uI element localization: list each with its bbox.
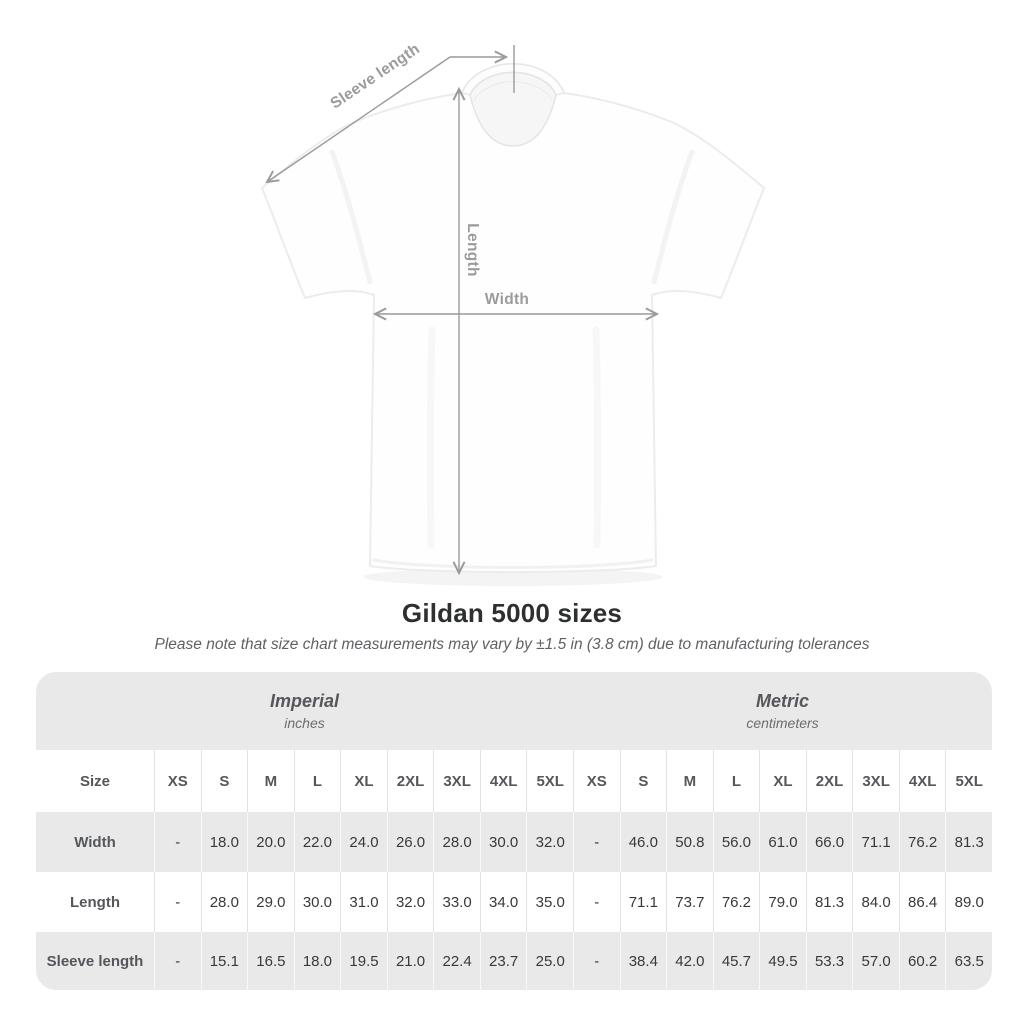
table-cell: 79.0: [759, 872, 806, 932]
size-col-header: 3XL: [852, 750, 899, 812]
size-col-header: 5XL: [945, 750, 992, 812]
size-col-header: L: [294, 750, 341, 812]
table-cell: 86.4: [899, 872, 946, 932]
table-cell: 81.3: [945, 812, 992, 872]
size-col-header: M: [247, 750, 294, 812]
imperial-section-header: [36, 672, 573, 750]
table-cell: 50.8: [666, 812, 713, 872]
table-cell: 45.7: [713, 932, 760, 990]
size-col-header: L: [713, 750, 760, 812]
table-cell: 46.0: [620, 812, 667, 872]
size-table: [36, 672, 992, 990]
size-col-header: 3XL: [433, 750, 480, 812]
size-col-header: XS: [573, 750, 620, 812]
table-cell: 20.0: [247, 812, 294, 872]
table-cell: 19.5: [340, 932, 387, 990]
table-cell: 18.0: [294, 932, 341, 990]
table-cell: -: [154, 932, 201, 990]
metric-section-header: [573, 672, 992, 750]
table-cell: 22.0: [294, 812, 341, 872]
row-label: Sleeve length: [46, 952, 144, 970]
table-cell: 63.5: [945, 932, 992, 990]
size-col-header: XL: [340, 750, 387, 812]
size-col-header: S: [620, 750, 667, 812]
measurement-row-sleeve-length: [36, 932, 992, 990]
table-cell: 71.1: [620, 872, 667, 932]
length-label: Length: [464, 223, 481, 277]
table-cell: 24.0: [340, 812, 387, 872]
table-cell: 42.0: [666, 932, 713, 990]
row-label: Length: [70, 893, 120, 911]
size-col-header: M: [666, 750, 713, 812]
table-cell: 73.7: [666, 872, 713, 932]
table-cell: 23.7: [480, 932, 527, 990]
table-cell: 28.0: [201, 872, 248, 932]
imperial-unit-label: inches: [284, 715, 325, 731]
size-header-row: [36, 750, 992, 812]
table-cell: 38.4: [620, 932, 667, 990]
table-cell: 76.2: [899, 812, 946, 872]
size-header-label: Size: [79, 772, 110, 790]
table-cell: 15.1: [201, 932, 248, 990]
tolerance-note: Please note that size chart measurements may vary by ±1.5 in (3.8 cm) due to manufacturing tolerances: [154, 636, 870, 653]
table-cell: 49.5: [759, 932, 806, 990]
size-col-header: 2XL: [806, 750, 853, 812]
table-cell: -: [154, 872, 201, 932]
table-cell: 66.0: [806, 812, 853, 872]
size-col-header: S: [201, 750, 248, 812]
table-cell: 32.0: [387, 872, 434, 932]
table-cell: 21.0: [387, 932, 434, 990]
size-col-header: XS: [154, 750, 201, 812]
table-cell: 35.0: [526, 872, 573, 932]
row-label: Width: [74, 833, 116, 851]
metric-unit-label: centimeters: [746, 715, 819, 731]
table-cell: -: [573, 812, 620, 872]
measurement-row-width: [36, 812, 992, 872]
measurement-row-length: [36, 872, 992, 932]
table-cell: 81.3: [806, 872, 853, 932]
size-col-header: 4XL: [899, 750, 946, 812]
size-table-body: [36, 750, 992, 990]
table-cell: 60.2: [899, 932, 946, 990]
table-cell: 84.0: [852, 872, 899, 932]
table-cell: 56.0: [713, 812, 760, 872]
table-cell: 33.0: [433, 872, 480, 932]
table-cell: 18.0: [201, 812, 248, 872]
tshirt-illustration: [262, 64, 764, 572]
table-cell: 30.0: [294, 872, 341, 932]
table-cell: 22.4: [433, 932, 480, 990]
table-cell: 53.3: [806, 932, 853, 990]
size-col-header: XL: [759, 750, 806, 812]
table-cell: 57.0: [852, 932, 899, 990]
table-cell: 61.0: [759, 812, 806, 872]
width-label: Width: [484, 291, 530, 308]
size-col-header: 5XL: [526, 750, 573, 812]
table-cell: 32.0: [526, 812, 573, 872]
size-col-header: 2XL: [387, 750, 434, 812]
table-cell: -: [154, 812, 201, 872]
table-cell: 31.0: [340, 872, 387, 932]
table-cell: 26.0: [387, 812, 434, 872]
table-cell: -: [573, 932, 620, 990]
table-cell: 16.5: [247, 932, 294, 990]
table-cell: 89.0: [945, 872, 992, 932]
page-title: Gildan 5000 sizes: [401, 598, 623, 628]
table-cell: 34.0: [480, 872, 527, 932]
table-cell: 71.1: [852, 812, 899, 872]
table-cell: 25.0: [526, 932, 573, 990]
table-cell: 76.2: [713, 872, 760, 932]
metric-label: Metric: [755, 691, 809, 711]
size-col-header: 4XL: [480, 750, 527, 812]
table-cell: -: [573, 872, 620, 932]
table-cell: 28.0: [433, 812, 480, 872]
table-cell: 30.0: [480, 812, 527, 872]
table-cell: 29.0: [247, 872, 294, 932]
sleeve-length-label: Sleeve length: [327, 40, 424, 113]
imperial-label: Imperial: [269, 691, 340, 711]
unit-header-band: [36, 672, 992, 750]
